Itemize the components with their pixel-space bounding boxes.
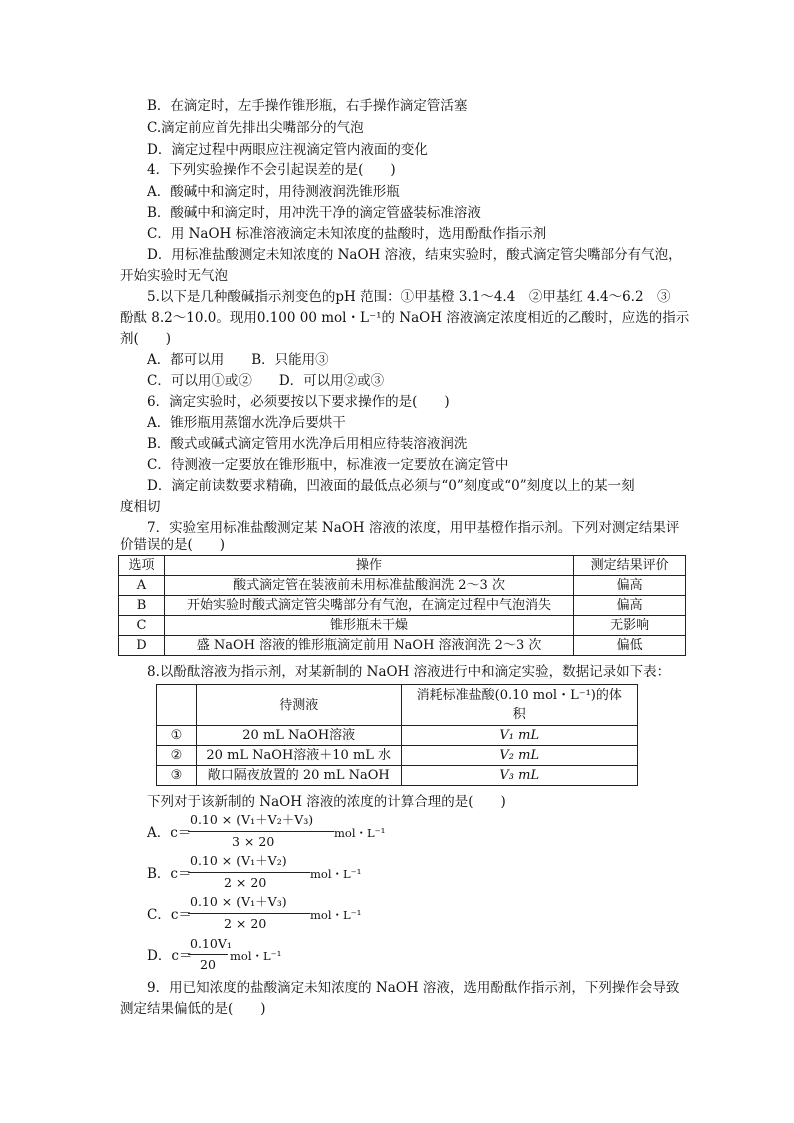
q4-option-b: B．酸碱中和滴定时，用冲洗干净的滴定管盛装标准溶液 xyxy=(147,205,481,221)
header-index xyxy=(157,685,197,726)
row-volume: V₃ mL xyxy=(401,766,638,786)
q8-stem: 8.以酚酞溶液为指示剂，对某新制的 NaOH 溶液进行中和滴定实验，数据记录如下表： xyxy=(147,664,671,680)
q7-stem-line1: 7．实验室用标准盐酸测定某 NaOH 溶液的浓度，用甲基橙作指示剂。下列对测定结果评 xyxy=(147,520,680,536)
q8-option-b-label: B．c＝ xyxy=(147,866,192,882)
row-evaluation: 偏高 xyxy=(574,576,686,596)
row-sample: 20 mL NaOH溶液 xyxy=(196,726,401,746)
q8-option-b-denominator: 2 × 20 xyxy=(224,875,267,890)
q8-question: 下列对于该新制的 NaOH 溶液的浓度的计算合理的是( ) xyxy=(147,794,506,810)
q4-option-c: C．用 NaOH 标准溶液滴定未知浓度的盐酸时，选用酚酞作指示剂 xyxy=(147,226,547,242)
q9-stem-line2: 测定结果偏低的是( ) xyxy=(120,1001,266,1017)
q4-option-a: A．酸碱中和滴定时，用待测液润洗锥形瓶 xyxy=(147,184,400,200)
table-row xyxy=(119,576,686,596)
q8-option-c-label: C．c＝ xyxy=(147,907,192,923)
q8-option-d-numerator: 0.10V₁ xyxy=(190,936,232,951)
row-evaluation: 偏高 xyxy=(574,596,686,616)
header-volume-line2: 积 xyxy=(512,707,526,722)
q6-option-c: C．待测液一定要放在锥形瓶中，标准液一定要放在滴定管中 xyxy=(147,457,509,473)
q7-stem-line2: 价错误的是( ) xyxy=(120,537,226,553)
row-sample: 20 mL NaOH溶液＋10 mL 水 xyxy=(196,746,401,766)
q6-option-d-line2: 度相切 xyxy=(120,499,161,515)
row-evaluation: 偏低 xyxy=(574,636,686,656)
q5-stem-line1: 5.以下是几种酸碱指示剂变色的pH 范围：①甲基橙 3.1～4.4 ②甲基红 4.4～6.2 ③ xyxy=(147,289,671,305)
table-row xyxy=(119,636,686,656)
q8-option-a-fraction-bar xyxy=(188,831,334,832)
row-volume: V₂ mL xyxy=(401,746,638,766)
q8-option-b-numerator: 0.10 × (V₁＋V₂) xyxy=(190,853,287,868)
q8-table xyxy=(156,684,638,786)
table-row xyxy=(119,596,686,616)
q8-option-a-label: A．c＝ xyxy=(147,825,192,841)
q5-options-cd: C．可以用①或② D．可以用②或③ xyxy=(147,373,385,389)
row-operation: 开始实验时酸式滴定管尖嘴部分有气泡，在滴定过程中气泡消失 xyxy=(164,596,573,616)
q8-option-a-denominator: 3 × 20 xyxy=(232,834,275,849)
row-option: B xyxy=(119,596,165,616)
row-option: D xyxy=(119,636,165,656)
row-evaluation: 无影响 xyxy=(574,616,686,636)
q8-option-c-denominator: 2 × 20 xyxy=(224,916,267,931)
header-volume xyxy=(401,685,638,726)
table-row xyxy=(157,766,638,786)
q3-option-c: C.滴定前应首先排出尖嘴部分的气泡 xyxy=(147,120,364,136)
row-index: ① xyxy=(157,726,197,746)
q8-option-d-fraction-bar xyxy=(188,954,228,955)
row-index: ③ xyxy=(157,766,197,786)
q6-stem: 6．滴定实验时，必须要按以下要求操作的是( ) xyxy=(147,394,450,410)
header-operation: 操作 xyxy=(164,556,573,576)
q4-option-d-line2: 开始实验时无气泡 xyxy=(120,268,228,284)
row-operation: 盛 NaOH 溶液的锥形瓶滴定前用 NaOH 溶液润洗 2～3 次 xyxy=(164,636,573,656)
table-row xyxy=(119,616,686,636)
row-operation: 锥形瓶未干燥 xyxy=(164,616,573,636)
q8-option-d-denominator: 20 xyxy=(200,957,216,972)
q5-options-ab: A．都可以用 B．只能用③ xyxy=(147,352,329,368)
table-header-row xyxy=(119,556,686,576)
q8-option-c-unit: mol・L⁻¹ xyxy=(310,908,362,922)
q5-stem-line2: 酚酞 8.2～10.0。现用0.100 00 mol・L⁻¹的 NaOH 溶液滴定浓度相近的乙酸时，应选的指示 xyxy=(120,310,690,326)
q8-option-b-unit: mol・L⁻¹ xyxy=(310,867,362,881)
q8-option-c-fraction-bar xyxy=(188,913,310,914)
q7-table xyxy=(118,555,686,656)
q6-option-a: A．锥形瓶用蒸馏水洗净后要烘干 xyxy=(147,415,346,431)
row-sample: 敞口隔夜放置的 20 mL NaOH xyxy=(196,766,401,786)
row-volume: V₁ mL xyxy=(401,726,638,746)
q6-option-d-line1: D．滴定前读数要求精确，凹液面的最低点必须与“0”刻度或“0”刻度以上的某一刻 xyxy=(147,478,635,494)
q4-stem: 4．下列实验操作不会引起误差的是( ) xyxy=(147,162,396,178)
row-index: ② xyxy=(157,746,197,766)
header-evaluation: 测定结果评价 xyxy=(574,556,686,576)
table-header-row xyxy=(157,685,638,726)
q4-option-d-line1: D．用标准盐酸测定未知浓度的 NaOH 溶液，结束实验时，酸式滴定管尖嘴部分有气泡， xyxy=(147,247,682,263)
header-option: 选项 xyxy=(119,556,165,576)
table-row xyxy=(157,746,638,766)
header-volume-line1: 消耗标准盐酸(0.10 mol・L⁻¹)的体 xyxy=(416,688,622,703)
table-row xyxy=(157,726,638,746)
row-option: A xyxy=(119,576,165,596)
q9-stem-line1: 9．用已知浓度的盐酸滴定未知浓度的 NaOH 溶液，选用酚酞作指示剂，下列操作会导致 xyxy=(147,980,680,996)
q8-option-b-fraction-bar xyxy=(188,872,310,873)
row-option: C xyxy=(119,616,165,636)
q3-option-d: D．滴定过程中两眼应注视滴定管内液面的变化 xyxy=(147,142,428,158)
header-sample: 待测液 xyxy=(196,685,401,726)
q8-option-d-label: D．c＝ xyxy=(147,948,193,964)
q8-option-a-numerator: 0.10 × (V₁＋V₂＋V₃) xyxy=(190,812,314,827)
q6-option-b: B．酸式或碱式滴定管用水洗净后用相应待装溶液润洗 xyxy=(147,436,468,452)
q5-stem-line3: 剂( ) xyxy=(120,331,172,347)
q8-option-d-unit: mol・L⁻¹ xyxy=(230,949,282,963)
q8-option-a-unit: mol・L⁻¹ xyxy=(334,826,386,840)
q3-option-b: B．在滴定时，左手操作锥形瓶，右手操作滴定管活塞 xyxy=(147,98,468,114)
q8-option-c-numerator: 0.10 × (V₁＋V₃) xyxy=(190,894,287,909)
row-operation: 酸式滴定管在装液前未用标准盐酸润洗 2～3 次 xyxy=(164,576,573,596)
